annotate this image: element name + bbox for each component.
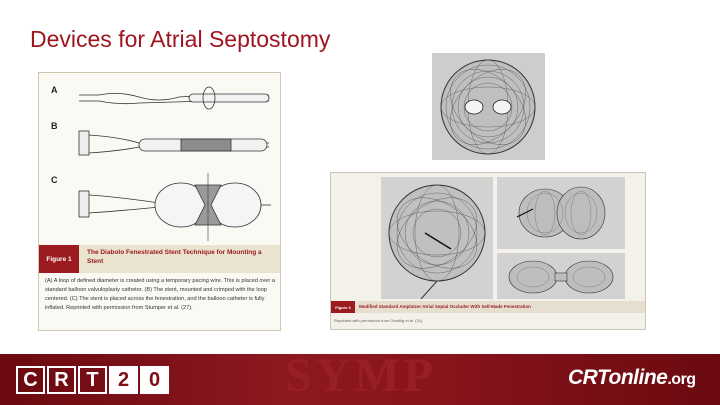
figure-1-diabolo-stent bbox=[38, 72, 281, 331]
step-label-b: B bbox=[51, 121, 58, 131]
step-label-a: A bbox=[51, 85, 58, 95]
step-a-wire-loop bbox=[79, 87, 269, 109]
septal-occluder-photo bbox=[432, 53, 545, 160]
logo-digit-2: 2 bbox=[109, 366, 138, 394]
figure-3-caption-bar bbox=[331, 301, 646, 313]
figure-3-tag: Figure 3 bbox=[331, 301, 355, 313]
figure-1-tag: Figure 1 bbox=[39, 245, 79, 273]
occluder-photo-large bbox=[381, 177, 493, 299]
figure-3-caption: Reprinted with permission from Gewillig et al. (31). bbox=[334, 318, 424, 323]
occluder-photo-profile bbox=[497, 253, 625, 299]
step-c-inflated-balloon bbox=[79, 173, 271, 241]
logo-letter-c: C bbox=[16, 366, 45, 394]
step-label-c: C bbox=[51, 175, 58, 185]
crt20-logo bbox=[16, 366, 169, 394]
figure-3-modified-occluder bbox=[330, 172, 646, 330]
logo-letter-r: R bbox=[47, 366, 76, 394]
footer-watermark: SYMP bbox=[285, 354, 437, 402]
logo-letter-t: T bbox=[78, 366, 107, 394]
figure-1-title: The Diabolo Fenestrated Stent Technique for Mounting a Stent bbox=[87, 249, 262, 265]
step-b-mounted-stent bbox=[79, 131, 269, 155]
occluder-photo-side bbox=[497, 177, 625, 249]
stent-diagram bbox=[39, 73, 281, 243]
figure-3-title: Modified Standard Amplatzer Atrial Septal Occluder With Self-Made Fenestration bbox=[359, 304, 531, 309]
crtonline-main: CRTonline bbox=[568, 366, 668, 389]
slide-title: Devices for Atrial Septostomy bbox=[30, 26, 331, 52]
figure-1-caption-bar bbox=[39, 245, 281, 273]
figure-1-caption: (A) A loop of defined diameter is created using a temporary pacing wire. This is placed over a standard balloon valvuloplasty catheter. (B) The stent, mounted and crimped with the loop centered. (C) The stent is placed across the fenestration, and the balloon catheter is fully inflated. Reprinted with permission from Stumper et al. (27). bbox=[45, 278, 275, 311]
crtonline-tld: .org bbox=[667, 371, 696, 388]
footer-bar bbox=[0, 354, 720, 405]
crtonline-logo bbox=[568, 366, 696, 390]
logo-digit-0: 0 bbox=[140, 366, 169, 394]
